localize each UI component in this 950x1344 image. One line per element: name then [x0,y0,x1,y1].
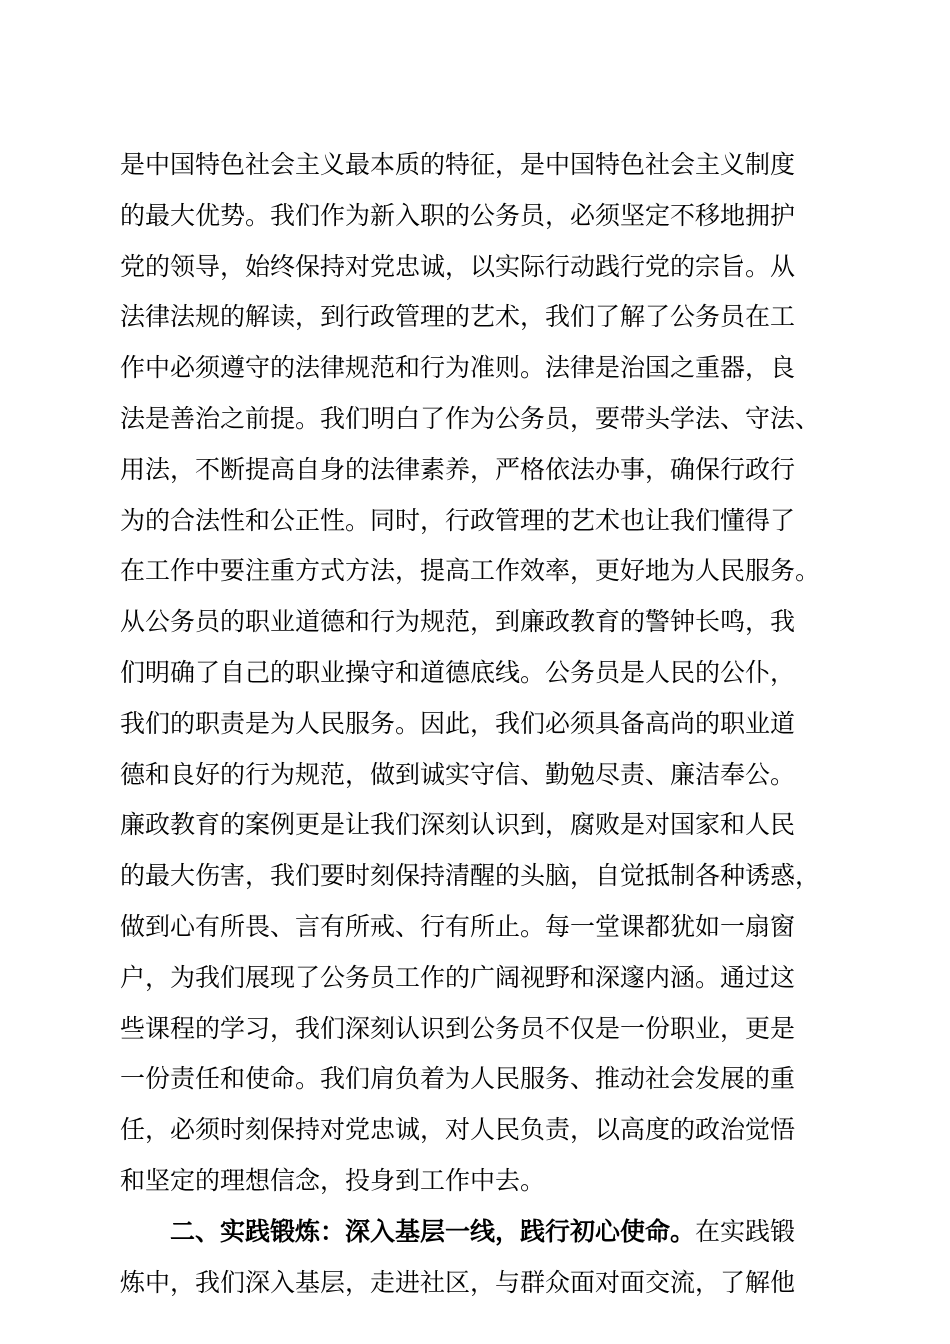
text-line: 我们的职责是为人民服务。因此，我们必须具备高尚的职业道 [120,708,796,738]
text-line: 户，为我们展现了公务员工作的广阔视野和深邃内涵。通过这 [120,962,796,992]
section-2-first-line [120,1207,850,1258]
text-line: 任，必须时刻保持对党忠诚，对人民负责，以高度的政治觉悟 [120,1115,796,1145]
body-text [120,140,850,1308]
text-line: 用法，不断提高自身的法律素养，严格依法办事，确保行政行 [120,454,796,484]
text-line: 作中必须遵守的法律规范和行为准则。法律是治国之重器，良 [120,353,796,383]
text-line: 为的合法性和公正性。同时，行政管理的艺术也让我们懂得了 [120,505,796,535]
text-line: 做到心有所畏、言有所戒、行有所止。每一堂课都犹如一扇窗 [120,911,796,941]
text-line: 些课程的学习，我们深刻认识到公务员不仅是一份职业，更是 [120,1013,796,1043]
text-line: 从公务员的职业道德和行为规范，到廉政教育的警钟长鸣，我 [120,607,796,637]
text-line: 在工作中要注重方式方法，提高工作效率，更好地为人民服务。 [120,556,821,586]
text-line: 廉政教育的案例更是让我们深刻认识到，腐败是对国家和人民 [120,810,796,840]
text-line: 的最大优势。我们作为新入职的公务员，必须坚定不移地拥护 [120,200,796,230]
section-2-text: 在实践锻 [695,1216,796,1246]
text-line: 德和良好的行为规范，做到诚实守信、勤勉尽责、廉洁奉公。 [120,759,796,789]
text-line: 一份责任和使命。我们肩负着为人民服务、推动社会发展的重 [120,1064,796,1094]
text-line: 的最大伤害，我们要时刻保持清醒的头脑，自觉抵制各种诱惑， [120,861,821,891]
text-line: 法律法规的解读，到行政管理的艺术，我们了解了公务员在工 [120,302,796,332]
text-line: 法是善治之前提。我们明白了作为公务员，要带头学法、守法、 [120,403,821,433]
section-2-heading: 二、实践锻炼：深入基层一线，践行初心使命。 [170,1216,696,1246]
text-line: 们明确了自己的职业操守和道德底线。公务员是人民的公仆， [120,657,796,687]
text-line: 和坚定的理想信念，投身到工作中去。 [120,1165,546,1195]
text-line: 炼中，我们深入基层，走进社区，与群众面对面交流，了解他 [120,1267,796,1297]
text-line: 是中国特色社会主义最本质的特征，是中国特色社会主义制度 [120,150,796,179]
text-line: 党的领导，始终保持对党忠诚，以实际行动践行党的宗旨。从 [120,251,796,281]
